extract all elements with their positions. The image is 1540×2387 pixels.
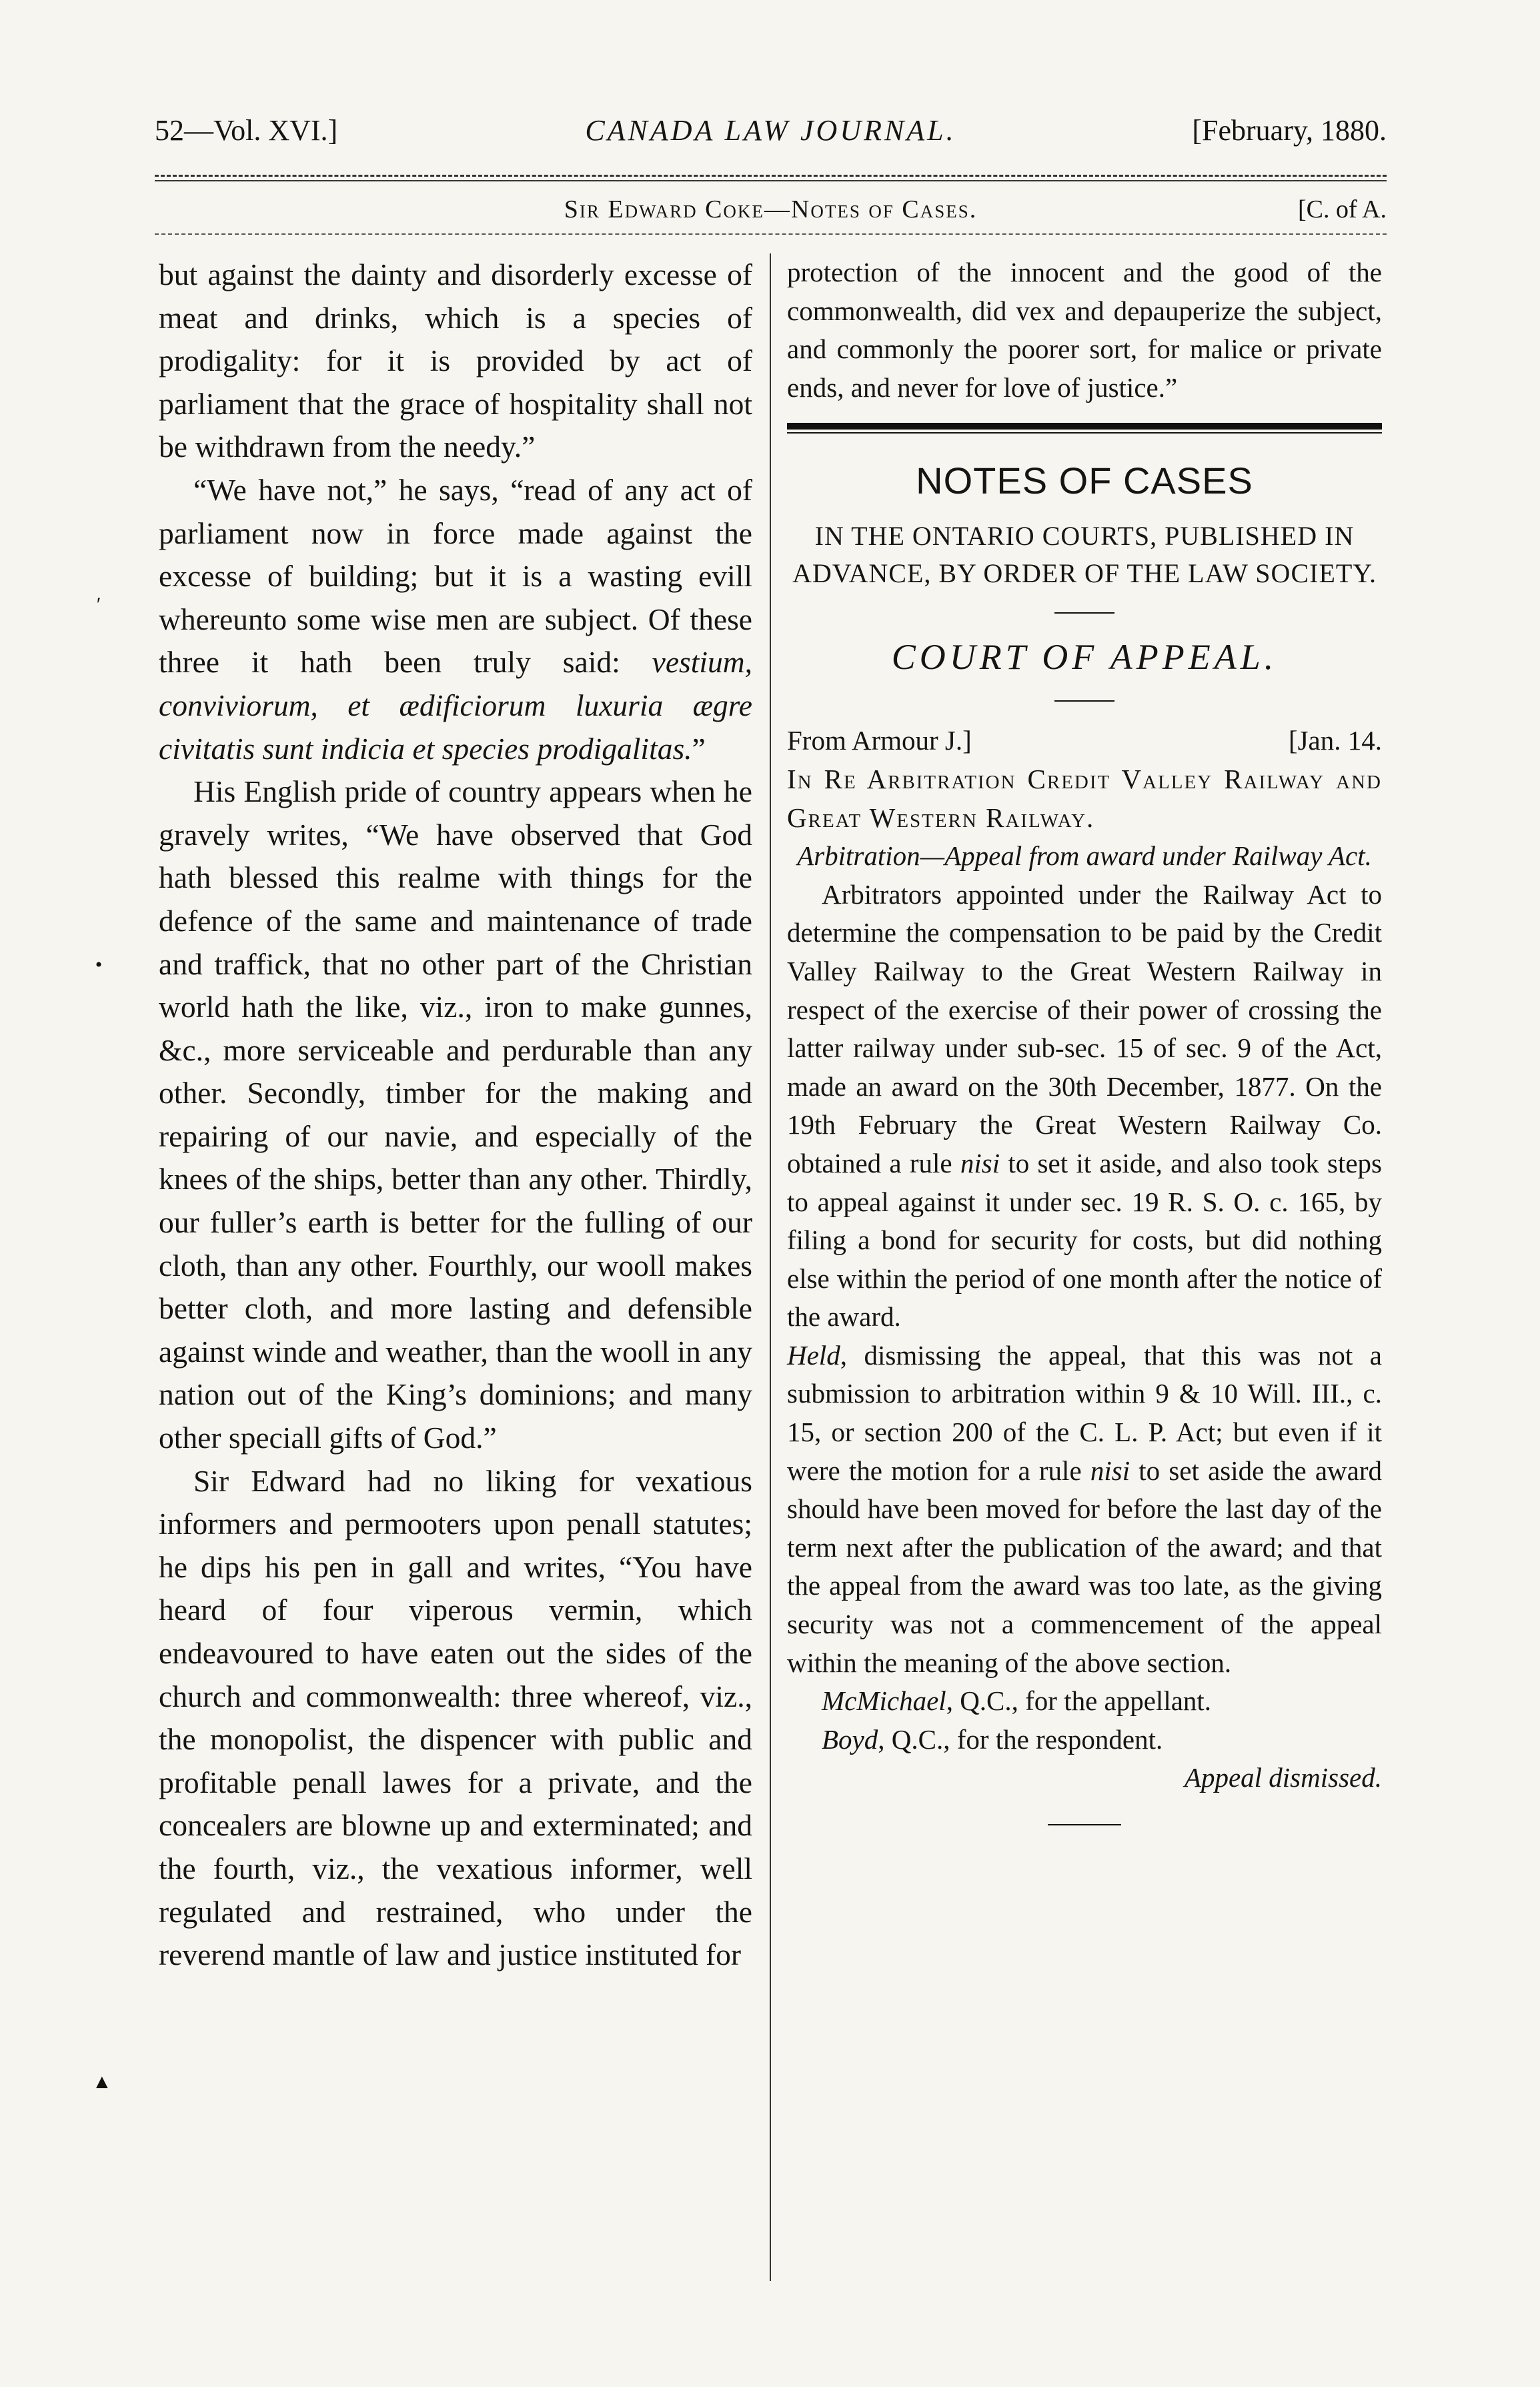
case-headnote: Arbitration—Appeal from award under Railway Act. (797, 840, 1372, 872)
court-abbrev: [C. of A. (1298, 195, 1387, 223)
court-heading: COURT OF APPEAL. (891, 637, 1278, 678)
left-column (159, 253, 752, 1977)
margin-dot-mark: • (95, 954, 103, 976)
counsel-appellant-role: , Q.C., for the appellant. (946, 1685, 1212, 1717)
left-paragraph-2-text: “We have not,” he says, “read of any act of parliament now in force made against the excesse of building; but it is a wasting evill whereunto some wise men are subject. Of these three it hath been truly said: (159, 472, 752, 680)
section-title: Sir Edward Coke—Notes of Cases. (564, 195, 978, 223)
separator-dash (1054, 612, 1114, 614)
notes-of-cases-heading: NOTES OF CASES (916, 460, 1253, 502)
left-paragraph-1: but against the dainty and disorderly excesse of meat and drinks, which is a species of prodigality: for it is provided by act of parliament that the grace of hospitality shall not be withdrawn from the needy.” (159, 257, 752, 464)
counsel-respondent-role: , Q.C., for the respondent. (878, 1723, 1163, 1755)
case-body (787, 876, 1382, 1682)
left-paragraph-4: Sir Edward had no liking for vexatious informers and permooters upon penall statutes; he dips his pen in gall and writes, “You have heard of four viperous vermin, which endeavoured to have eaten out the sides of the church and commonwealth: three whereof, viz., the monopolist, the dispencer with public and profitable penall lawes for a private, and the concealers are blowne up and exterminated; and the fourth, viz., the vexatious informer, well regulated and restrained, who under the reverend mantle of law and justice instituted for (159, 1463, 752, 1972)
left-paragraph-3: His English pride of country appears when he gravely writes, “We have observed that God hath blessed this realme with things for the defence of the same and maintenance of trade and traffick, that no other part of the Christian world hath the like, viz., iron to make gunnes, &c., more serviceable and perdurable than any other. Secondly, timber for the making and repairing of our navie, and especially of the knees of the ships, better than any other. Thirdly, our fuller’s earth is better for the fulling of our cloth, than any other. Fourthly, our wooll makes better cloth, and more lasting and defensible against winde and weather, than the wooll in any nation out of the King’s dominions; and many other speciall gifts of God.” (159, 774, 752, 1455)
left-paragraph-2 (159, 469, 752, 770)
notes-subheading: IN THE ONTARIO COURTS, PUBLISHED IN ADVANCE, BY ORDER OF THE LAW SOCIETY. (792, 521, 1377, 589)
case-disposition: Appeal dismissed. (1184, 1762, 1382, 1793)
case-body-part-a: Arbitrators appointed under the Railway Act to determine the compensation to be paid by the Credit Valley Railway to the Great Western Railway in respect of the exercise of their power of crossing the latter railway under sub-sec. 15 of sec. 9 of the Act, made an award on the 30th December, 1877. On the 19th February the Great Western Railway Co. obtained a rule (787, 878, 1382, 1178)
right-column (787, 253, 1382, 1825)
left-paragraph-2-close: ” (692, 731, 706, 766)
counsel-appellant (787, 1682, 1382, 1721)
column-divider (770, 253, 771, 2281)
case-body-part-c: , dismissing the appeal, that this was not a submission to arbitration within 9 & 10 Will. III., c. 15, or section 200 of the C. L. P. Act; but even if it were the motion for a rule (787, 1339, 1382, 1486)
section-rule-thick (787, 423, 1382, 430)
header-rule-solid (155, 180, 1387, 181)
section-rule-thin (787, 432, 1382, 434)
separator-dash (1054, 700, 1114, 702)
latin-quote: vestium, conviviorum, et ædificiorum luxuria ægre civitatis sunt indicia et species prodigalitas. (159, 645, 752, 766)
case-term-nisi: nisi (1090, 1455, 1130, 1486)
counsel-respondent (787, 1721, 1382, 1759)
page-volume: 52—Vol. XVI.] (155, 114, 338, 147)
header-rule-dashed (155, 175, 1387, 177)
counsel-appellant-name: McMichael (822, 1685, 946, 1717)
margin-arrow-mark: ▲ (92, 2071, 112, 2093)
case-from-line (787, 722, 1382, 760)
journal-title: CANADA LAW JOURNAL. (585, 114, 956, 147)
case-from-judge: From Armour J.] (787, 725, 972, 756)
issue-date: [February, 1880. (1192, 114, 1387, 147)
case-body-part-d: to set aside the award should have been moved for before the last day of the term next after the publication of the award; and that the appeal from the award was too late, as the giving security was not a commencement of the appeal within the meaning of the above section. (787, 1455, 1382, 1678)
running-head (155, 100, 1387, 153)
margin-tick-mark: ʹ (96, 594, 101, 616)
case-held-label: Held (787, 1339, 840, 1371)
case-date: [Jan. 14. (1288, 725, 1382, 756)
section-subhead (155, 195, 1387, 235)
case-title: In Re Arbitration Credit Valley Railway and Great Western Railway. (787, 763, 1382, 833)
case-body-part-b: to set it aside, and also took steps to appeal against it under sec. 19 R. S. O. c. 165, by filing a bond for security for costs, but did nothing else within the period of one month after the notice of the award. (787, 1147, 1383, 1333)
subhead-rule (155, 233, 1387, 235)
counsel-respondent-name: Boyd (822, 1723, 878, 1755)
end-dash (1048, 1824, 1121, 1825)
case-term-nisi: nisi (960, 1147, 1000, 1178)
right-continuation: protection of the innocent and the good of the commonwealth, did vex and depauperize the subject, and commonly the poorer sort, for malice or private ends, and never for love of justice.” (787, 257, 1382, 403)
